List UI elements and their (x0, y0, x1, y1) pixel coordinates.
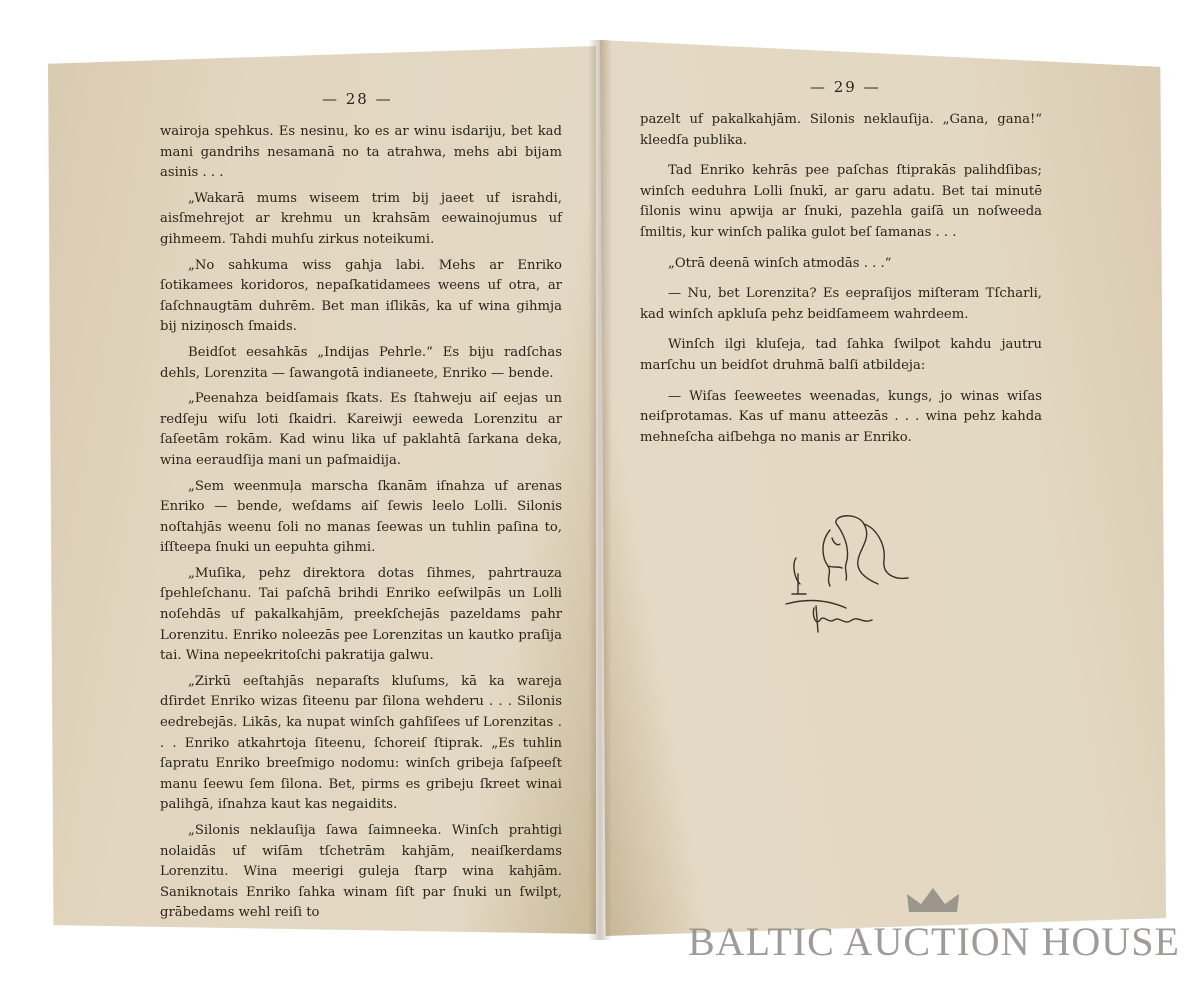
paragraph: „Otrā deenā winſch atmodās . . .“ (668, 255, 892, 271)
paragraph: „Muſika, pehz direktora dotas ſihmes, pahrtrauza ſpehleſchanu. Tai paſchā brihdi Enriko eeſwilpās un Lolli noſehdās uf pakalkahjām, preekſchejās pazeldams pahr Lorenzitu. Enriko noleezās pee Lorenzitas un kautko praſija tai. Wina nepeekritoſchi pakratija galwu. (160, 565, 562, 664)
ink-sketch-woman-profile-icon (768, 508, 918, 638)
paragraph: — Wiſas ſeeweetes weenadas, kungs, jo winas wiſas neiſprotamas. Kas uf manu atteezās . . . wina pehz kahda mehneſcha aiſbehga no manis ar Enriko. (640, 388, 1042, 445)
right-page-text (640, 110, 1042, 453)
paragraph: Tad Enriko kehrās pee paſchas ſtiprakās palihdſibas; winſch eeduhra Lolli ſnukī, ar garu adatu. Bet tai minutē ſilonis winu apwija ar ſnuki, pazehla gaiſā un noſweeda ſmiltis, kur winſch palika gulot beſ ſamanas . . . (640, 163, 1042, 240)
book-gutter (588, 40, 612, 940)
paragraph: — Nu, bet Lorenzita? Es eepraſijos miſteram Tſcharli, kad winſch apkluſa pehz beidſameem wahrdeem. (640, 286, 1042, 322)
left-page-text (160, 122, 562, 929)
left-page-number: — 28 — (322, 90, 393, 108)
paragraph: „No sahkuma wiss gahja labi. Mehs ar Enriko ſotikamees koridoros, nepaſkatidamees weens uf otra, ar ſaſchnaugtām duhrēm. Bet man iſlikās, ka uf wina gihmja bij niziņosch ſmaids. (160, 257, 562, 335)
paragraph: „Silonis neklauſija ſawa ſaimneeka. Winſch prahtigi nolaidās uf wiſām tſchetrām kahjām, neaiſkerdams Lorenzitu. Wina meerigi guleja ſtarp wina kahjām. Saniknotais Enriko ſahka winam ſiſt par ſnuki un ſwilpt, grābedams wehl reiſi to (160, 823, 562, 921)
paragraph: pazelt uf pakalkahjām. Silonis neklauſija. „Gana, gana!“ kleedſa publika. (640, 112, 1042, 148)
paragraph: Winſch ilgi kluſeja, tad ſahka ſwilpot kahdu jautru marſchu un beidſot druhmā balſi atbildeja: (640, 337, 1042, 373)
watermark-text: BALTIC AUCTION HOUSE (688, 919, 1180, 964)
paragraph: wairoja spehkus. Es nesinu, ko es ar winu isdariju, bet kad mani gandrihs nesamanā no ta atrahwa, mehs abi bijam asinis . . . (160, 124, 562, 181)
paragraph: „Peenahza beidſamais ſkats. Es ſtahweju aiſ eejas un redſeju wiſu loti ſkaidri. Kareiwji eeweda Lorenzitu ar ſaſeetām rokām. Kad winu lika uf paklahtā ſarkana deka, wina eeraudſija mani un paſmaidija. (160, 391, 562, 468)
right-page-number: — 29 — (810, 78, 881, 96)
paragraph: „Sem weenmuļa marscha ſkanām iſnahza uf arenas Enriko — bende, weſdams aiſ ſewis leelo Lolli. Silonis noſtahjās weenu ſoli no manas ſeewas un tuhlin paſina to, iſſteepa ſnuki un eepuhta gihmi. (160, 478, 562, 556)
crown-icon (905, 886, 961, 916)
paragraph: Beidſot eesahkās „Indijas Pehrle.“ Es biju radſchas dehls, Lorenzita — ſawangotā indianeete, Enriko — bende. (160, 344, 562, 381)
paragraph: „Zirkū eeſtahjās neparaſts kluſums, kā ka wareja dſirdet Enriko wizas ſiteenu par ſilona wehderu . . . Silonis eedrebejās. Likās, ka nupat winſch gahſiſees uf Lorenzitas . . . Enriko atkahrtoja ſiteenu, ſchoreiſ ſtiprak. „Es tuhlin ſapratu Enriko breeſmigo nodomu: winſch gribeja ſaſpeeſt manu ſeewu ſem ſilona. Bet, pirms es gribeju ſkreet winai palihgā, iſnahza kaut kas negaidits. (160, 673, 562, 813)
paragraph: „Wakarā mums wiseem trim bij jaeet uf israhdi, aisſmehrejot ar krehmu un krahsām eewainojumus uf gihmeem. Tahdi muhſu zirkus noteikumi. (160, 190, 562, 247)
